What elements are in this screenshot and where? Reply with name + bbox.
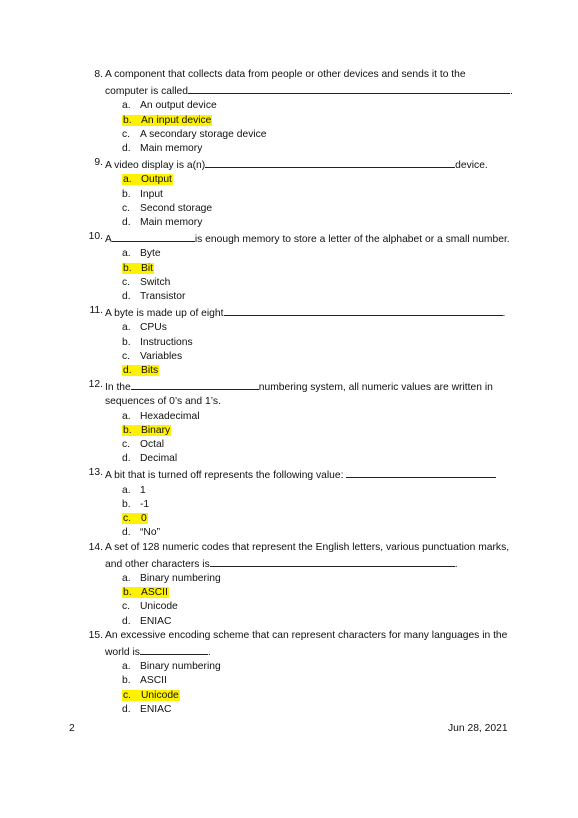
choice-item — [0, 438, 578, 452]
choice-item — [0, 350, 578, 364]
choice-item — [0, 526, 578, 540]
answer-blank — [224, 304, 503, 316]
choice-content — [122, 411, 200, 422]
question-12 — [0, 378, 578, 466]
question-text-after: numbering system, all numeric values are written in — [258, 382, 493, 394]
choice-content — [122, 601, 178, 612]
choice-letter: a. — [122, 248, 131, 260]
choice-text: Binary numbering — [140, 572, 221, 584]
choice-item-answer — [0, 262, 578, 276]
question-text: A bit that is turned off represents the following value: — [105, 470, 347, 482]
answer-blank — [112, 230, 195, 242]
question-text-after: is enough memory to store a letter of the alphabet or a small number. — [194, 234, 510, 246]
highlighted-answer — [122, 513, 148, 524]
highlighted-answer — [122, 425, 171, 436]
choice-content — [122, 661, 221, 672]
choice-letter: a. — [122, 410, 131, 422]
choice-text: Main memory — [140, 217, 203, 229]
document-body — [0, 68, 578, 717]
question-text: A byte is made up of eight — [105, 308, 224, 320]
question-text-line — [0, 304, 578, 321]
choice-item-answer — [0, 364, 578, 378]
choice-text: “No” — [140, 527, 161, 539]
choice-content — [122, 337, 193, 348]
question-text-after: device. — [455, 160, 488, 172]
choice-content — [122, 100, 217, 111]
choice-text: ASCII — [141, 587, 168, 599]
choice-text: Bit — [141, 262, 154, 274]
choice-text: Unicode — [140, 601, 178, 613]
choice-text: An input device — [141, 114, 212, 126]
question-text-line — [0, 230, 578, 247]
choice-item-answer — [0, 689, 578, 703]
choice-content — [122, 203, 212, 214]
choice-letter: a. — [122, 661, 131, 673]
choice-text: Byte — [140, 248, 161, 260]
choice-letter: d. — [122, 453, 131, 465]
highlighted-answer — [122, 115, 212, 126]
choice-item — [0, 290, 578, 304]
question-text: world is — [105, 646, 140, 658]
choice-content — [122, 351, 182, 362]
choice-content — [122, 453, 177, 464]
choice-list — [0, 410, 578, 467]
question-13 — [0, 466, 578, 540]
choice-text: Instructions — [140, 336, 193, 348]
choice-text: Transistor — [140, 291, 186, 303]
choice-letter: d. — [123, 365, 132, 377]
choice-letter: c. — [122, 202, 131, 214]
choice-content — [122, 189, 163, 200]
highlighted-answer — [122, 587, 169, 598]
choice-item-answer — [0, 114, 578, 128]
answer-blank — [210, 555, 455, 567]
question-text-line — [0, 555, 578, 572]
choice-text: Decimal — [140, 453, 178, 465]
question-text: An excessive encoding scheme that can represent characters for many languages in the — [105, 629, 508, 641]
choice-text: A secondary storage device — [140, 128, 267, 140]
question-11 — [0, 304, 578, 378]
question-text-line — [0, 395, 578, 409]
choice-item — [0, 703, 578, 717]
question-text: In the — [105, 382, 131, 394]
choice-letter: d. — [122, 217, 131, 229]
choice-letter: d. — [122, 143, 131, 155]
choice-letter: a. — [123, 174, 132, 186]
question-number: 12. — [88, 379, 103, 391]
choice-item — [0, 276, 578, 290]
question-text-line — [0, 541, 578, 555]
answer-blank — [205, 156, 455, 168]
choice-item — [0, 216, 578, 230]
choice-text: CPUs — [140, 322, 167, 334]
choice-letter: a. — [122, 572, 131, 584]
question-text-after: . — [509, 86, 513, 98]
question-number: 10. — [88, 231, 103, 243]
choice-item — [0, 484, 578, 498]
question-text: sequences of 0’s and 1’s. — [105, 396, 221, 408]
choice-text: Input — [140, 188, 163, 200]
choice-content — [122, 291, 185, 302]
choice-letter: d. — [122, 615, 131, 627]
choice-item-answer — [0, 512, 578, 526]
choice-content — [122, 499, 149, 510]
choice-text: 0 — [141, 513, 147, 525]
highlighted-answer — [122, 690, 180, 701]
question-text: A component that collects data from people or other devices and sends it to the — [105, 69, 466, 80]
choice-content — [122, 439, 164, 450]
choice-text: Hexadecimal — [140, 410, 200, 422]
choice-letter: c. — [122, 439, 131, 451]
question-10 — [0, 230, 578, 304]
choice-letter: b. — [123, 262, 132, 274]
choice-letter: c. — [123, 513, 132, 525]
choice-content — [122, 616, 171, 627]
choice-text: -1 — [140, 498, 150, 510]
choice-list — [0, 572, 578, 629]
choice-letter: a. — [122, 484, 131, 496]
choice-letter: a. — [122, 100, 131, 112]
choice-content — [122, 322, 167, 333]
choice-content — [122, 143, 202, 154]
choice-letter: d. — [122, 703, 131, 715]
choice-text: ASCII — [140, 675, 167, 687]
question-text: A set of 128 numeric codes that represent the English letters, various punctuation marks, — [105, 541, 510, 553]
question-text-after: . — [502, 308, 506, 320]
choice-item — [0, 202, 578, 216]
choice-item — [0, 615, 578, 629]
choice-text: Binary numbering — [140, 661, 221, 673]
question-number: 11. — [89, 305, 103, 317]
choice-letter: c. — [122, 350, 131, 362]
question-text-line — [0, 82, 578, 99]
question-text-after: . — [454, 558, 458, 570]
answer-blank — [140, 643, 208, 655]
question-9 — [0, 156, 578, 230]
answer-blank — [131, 378, 259, 390]
choice-item — [0, 321, 578, 335]
question-8 — [0, 68, 578, 156]
choice-letter: d. — [122, 291, 131, 303]
choice-letter: b. — [123, 587, 132, 599]
choice-letter: c. — [122, 128, 131, 140]
choice-letter: b. — [122, 336, 131, 348]
page-number: 2 — [69, 723, 75, 734]
choice-text: Binary — [141, 424, 171, 436]
choice-letter: b. — [123, 424, 132, 436]
choice-content — [122, 573, 221, 584]
answer-blank — [188, 82, 510, 94]
choice-letter: c. — [122, 276, 131, 288]
highlighted-answer — [122, 365, 159, 376]
choice-item — [0, 410, 578, 424]
choice-content — [122, 675, 167, 686]
choice-text: Unicode — [141, 689, 179, 701]
choice-list — [0, 173, 578, 230]
choice-list — [0, 99, 578, 156]
choice-item — [0, 572, 578, 586]
question-text-line — [0, 629, 578, 643]
choice-item — [0, 128, 578, 142]
choice-item — [0, 660, 578, 674]
choice-item — [0, 674, 578, 688]
question-text-line — [0, 643, 578, 660]
choice-text: An output device — [140, 100, 217, 112]
highlighted-answer — [122, 263, 154, 274]
choice-item — [0, 600, 578, 614]
choice-letter: d. — [122, 527, 131, 539]
choice-letter: a. — [122, 322, 131, 334]
question-14 — [0, 541, 578, 629]
choice-content — [122, 527, 160, 538]
choice-content — [122, 129, 267, 140]
choice-item — [0, 247, 578, 261]
choice-item-answer — [0, 586, 578, 600]
question-text: A video display is a(n) — [105, 160, 206, 172]
choice-letter: c. — [122, 601, 131, 613]
question-text-line — [0, 68, 578, 82]
highlighted-answer — [122, 174, 173, 185]
choice-list — [0, 247, 578, 304]
question-number: 15. — [88, 629, 103, 641]
question-text-line — [0, 156, 578, 173]
question-number: 9. — [94, 157, 103, 169]
choice-text: Second storage — [140, 202, 213, 214]
choice-item-answer — [0, 424, 578, 438]
footer-date: Jun 28, 2021 — [448, 723, 508, 734]
choice-text: ENIAC — [140, 615, 172, 627]
question-text: A — [105, 234, 112, 246]
answer-blank — [346, 466, 496, 478]
choice-letter: b. — [122, 498, 131, 510]
question-number: 8. — [94, 69, 103, 80]
choice-item — [0, 142, 578, 156]
choice-item — [0, 188, 578, 202]
choice-text: Variables — [140, 350, 183, 362]
choice-text: Output — [141, 174, 172, 186]
choice-letter: c. — [123, 689, 132, 701]
choice-text: Main memory — [140, 143, 203, 155]
question-text-after: . — [207, 646, 211, 658]
question-number: 14. — [88, 541, 103, 553]
question-text-line — [0, 466, 578, 483]
choice-item — [0, 99, 578, 113]
choice-list — [0, 321, 578, 378]
choice-content — [122, 485, 146, 496]
question-number: 13. — [88, 467, 103, 479]
choice-letter: b. — [123, 114, 132, 126]
choice-item — [0, 452, 578, 466]
choice-text: Octal — [140, 439, 165, 451]
choice-item-answer — [0, 173, 578, 187]
choice-text: Bits — [141, 365, 159, 377]
choice-list — [0, 660, 578, 717]
choice-text: 1 — [140, 484, 146, 496]
choice-text: Switch — [140, 276, 171, 288]
question-text: computer is called — [105, 86, 188, 98]
choice-text: ENIAC — [140, 703, 172, 715]
choice-item — [0, 336, 578, 350]
choice-content — [122, 704, 171, 715]
choice-content — [122, 248, 161, 259]
choice-letter: b. — [122, 188, 131, 200]
choice-content — [122, 277, 170, 288]
question-text-line — [0, 378, 578, 395]
question-text: and other characters is — [105, 558, 210, 570]
choice-list — [0, 484, 578, 541]
question-15 — [0, 629, 578, 717]
choice-item — [0, 498, 578, 512]
choice-letter: b. — [122, 675, 131, 687]
choice-content — [122, 217, 202, 228]
